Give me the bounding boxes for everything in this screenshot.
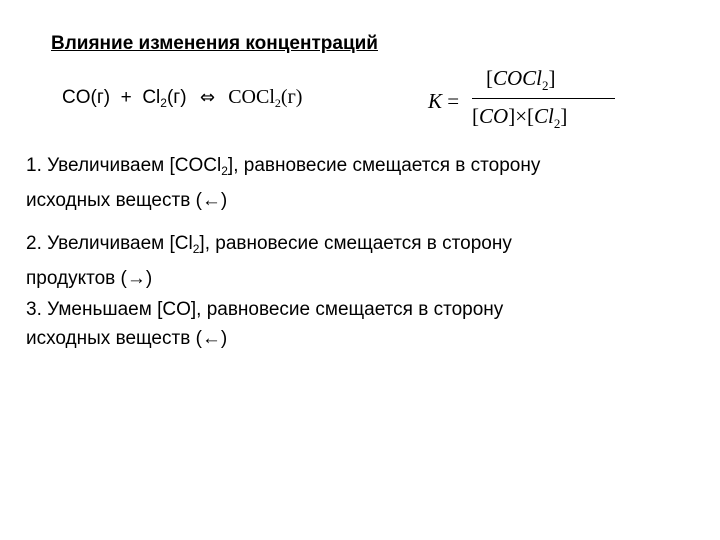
product-cocl2: COCl$_2$(г) [228,86,303,110]
plus-sign: + [120,87,132,108]
formula-denominator: $[CO]\times[Cl_2]$ [472,104,568,131]
reactant-co: CO(г) [62,87,111,108]
reaction-equation [62,86,302,111]
fraction-bar [472,98,615,99]
list-item: 1. Увеличиваем [COCl$_2$], равновесие смещается в сторону исходных веществ (←) [26,155,541,211]
reactant-cl2: $Cl_2(г)$ [142,87,187,110]
equilibrium-arrow-icon: ⇔ [199,87,215,108]
list-item: 2. Увеличиваем $[Cl_2]$, равновесие смещается в сторону продуктов (→) [26,233,512,289]
k-label: K = [428,89,460,113]
formula-numerator: [COCl$_2$] [486,66,556,93]
list-item: 3. Уменьшаем [CO], равновесие смещается в сторону исходных веществ (←) [26,299,504,349]
slide-title: Влияние изменения концентраций [51,33,378,54]
